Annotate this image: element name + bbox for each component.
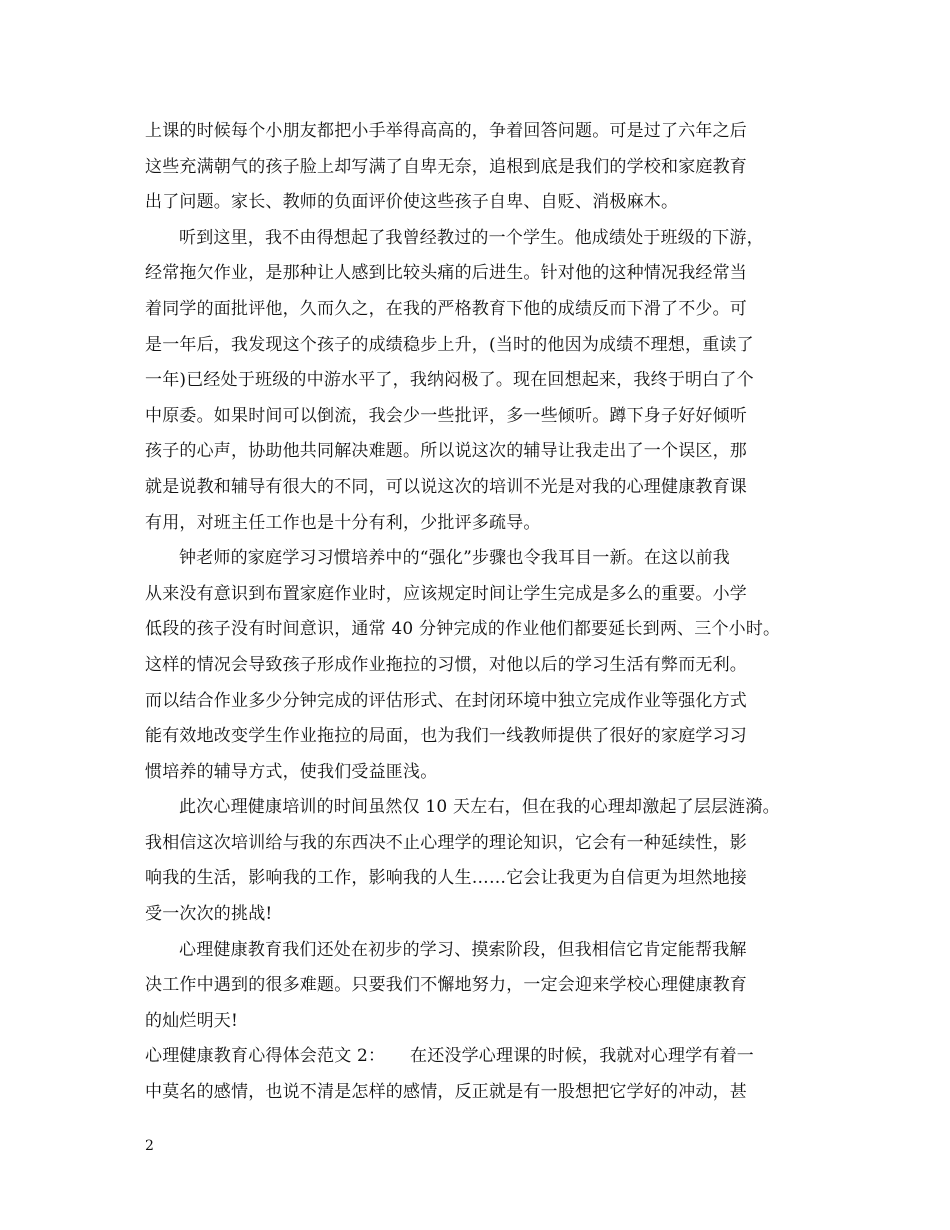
paragraph-line: 而以结合作业多少分钟完成的评估形式、在封闭环境中独立完成作业等强化方式 [145,690,747,711]
page-number: 2 [145,1138,154,1154]
paragraph-line: 一年)已经处于班级的中游水平了，我纳闷极了。现在回想起来，我终于明白了个 [145,370,754,391]
paragraph-line: 经常拖欠作业，是那种让人感到比较头痛的后进生。针对他的这种情况我经常当 [145,263,747,284]
section-heading: 心理健康教育心得体会范文 2： [145,1046,386,1067]
section-first-line: 在还没学心理课的时候，我就对心理学有着一 [410,1046,754,1067]
paragraph-line: 上课的时候每个小朋友都把小手举得高高的，争着回答问题。可是过了六年之后 [145,121,747,141]
paragraph-first-line: 此次心理健康培训的时间虽然仅 10 天左右，但在我的心理却激起了层层涟漪。 [179,797,780,818]
paragraph-line: 我相信这次培训给与我的东西决不止心理学的理论知识，它会有一种延续性，影 [145,832,747,853]
section-heading-line [145,1039,835,1075]
paragraph-line: 是一年后，我发现这个孩子的成绩稳步上升，(当时的他因为成绩不理想，重读了 [145,334,754,355]
paragraph-line: 孩子的心声，协助他共同解决难题。所以说这次的辅导让我走出了一个误区，那 [145,441,747,462]
paragraph-first-line: 心理健康教育我们还处在初步的学习、摸索阶段，但我相信它肯定能帮我解 [179,939,747,960]
paragraph-line: 能有效地改变学生作业拖拉的局面，也为我们一线教师提供了很好的家庭学习习 [145,726,747,747]
paragraph-line: 就是说教和辅导有很大的不同，可以说这次的培训不光是对我的心理健康教育课 [145,476,747,497]
paragraph-first-line: 听到这里，我不由得想起了我曾经教过的一个学生。他成绩处于班级的下游， [179,227,764,248]
paragraph-line: 低段的孩子没有时间意识，通常 40 分钟完成的作业他们都要延长到两、三个小时。 [145,619,781,640]
paragraph-line: 惯培养的辅导方式，使我们受益匪浅。 [145,761,438,782]
paragraph-line: 出了问题。家长、教师的负面评价使这些孩子自卑、自贬、消极麻木。 [145,192,679,213]
paragraph-line: 中莫名的感情，也说不清是怎样的感情，反正就是有一股想把它学好的冲动，甚 [145,1082,747,1103]
paragraph-line: 这样的情况会导致孩子形成作业拖拉的习惯，对他以后的学习生活有弊而无利。 [145,654,747,675]
paragraph-line: 的灿烂明天! [145,1010,239,1031]
body-text [145,114,835,1111]
paragraph-line: 着同学的面批评他，久而久之，在我的严格教育下他的成绩反而下滑了不少。可 [145,298,747,319]
paragraph-line: 响我的生活，影响我的工作，影响我的人生……它会让我更为自信更为坦然地接 [145,868,747,889]
paragraph-line: 这些充满朝气的孩子脸上却写满了自卑无奈，追根到底是我们的学校和家庭教育 [145,156,747,177]
paragraph-line: 受一次次的挑战! [145,904,273,925]
paragraph-line: 中原委。如果时间可以倒流，我会少一些批评，多一些倾听。蹲下身子好好倾听 [145,405,747,426]
paragraph-line: 有用，对班主任工作也是十分有利，少批评多疏导。 [145,512,541,533]
paragraph-line: 从来没有意识到布置家庭作业时，应该规定时间让学生完成是多么的重要。小学 [145,583,747,604]
paragraph-first-line: 钟老师的家庭学习习惯培养中的“强化”步骤也令我耳目一新。在这以前我 [179,548,730,569]
paragraph-line: 决工作中遇到的很多难题。只要我们不懈地努力，一定会迎来学校心理健康教育 [145,975,747,996]
